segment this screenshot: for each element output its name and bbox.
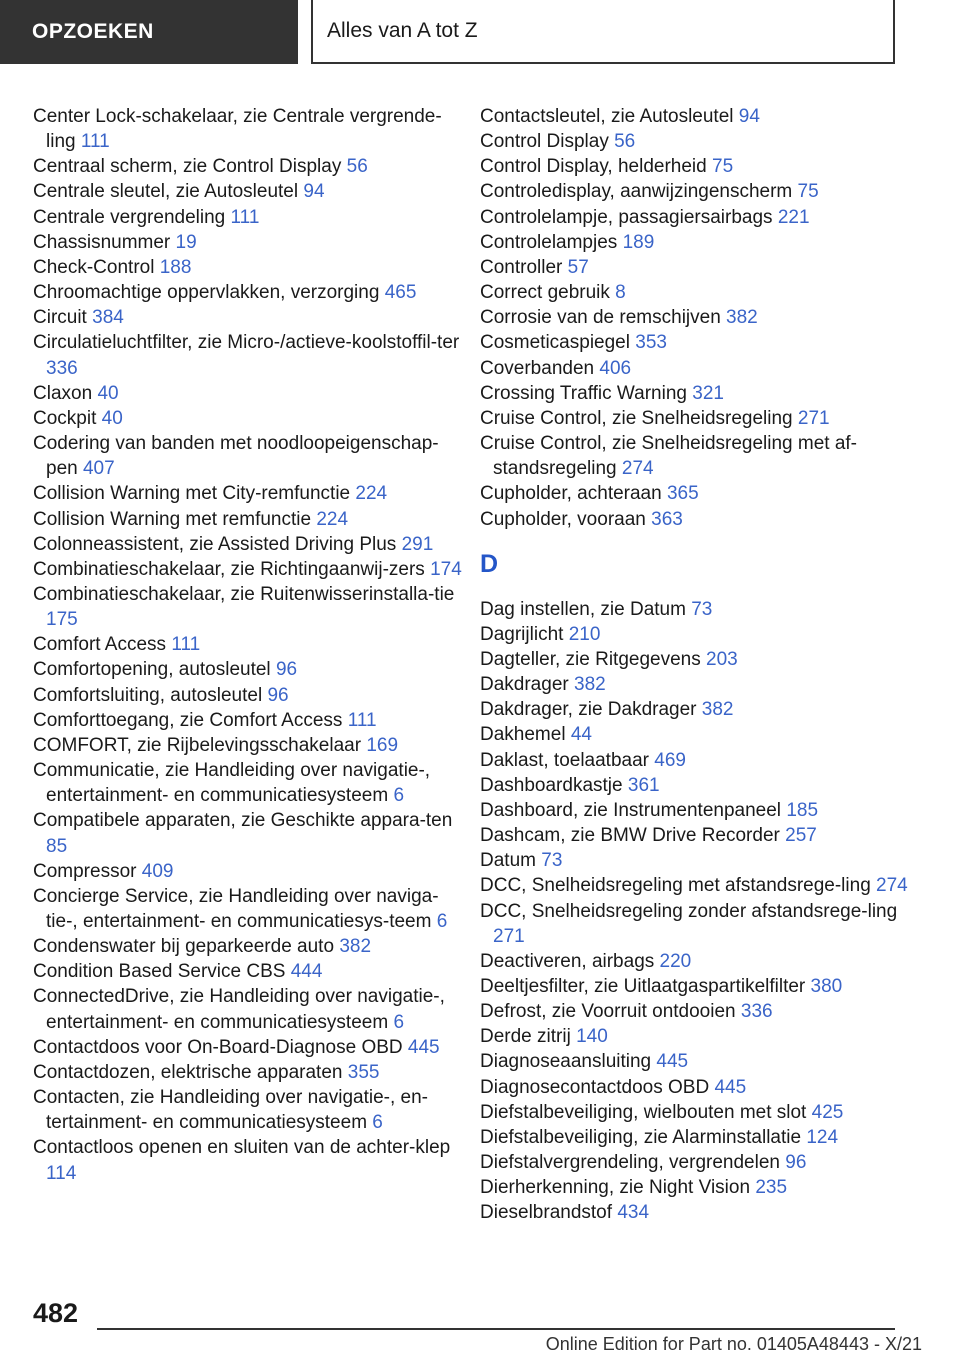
- index-entry: [33, 758, 463, 808]
- index-entry-term: Combinatieschakelaar, zie Ruitenwisserinstalla-tie: [33, 583, 455, 605]
- index-page-link[interactable]: 353: [635, 332, 667, 354]
- index-entry-term: Comfortsluiting, autosleutel: [33, 684, 263, 706]
- index-entry-term: Center Lock-schakelaar, zie Centrale vergrende-ling: [33, 106, 442, 153]
- index-page-link[interactable]: 73: [691, 598, 713, 620]
- index-entry: [33, 808, 463, 858]
- index-entry-term: Controledisplay, aanwijzingenscherm: [480, 181, 793, 203]
- index-entry-term: Cockpit: [33, 407, 97, 429]
- index-entry-term: Codering van banden met noodloopeigenschap-pen: [33, 433, 439, 480]
- index-entry: [33, 632, 463, 657]
- index-entry: [480, 406, 920, 431]
- index-entry: [480, 1049, 920, 1074]
- index-entry: [480, 848, 920, 873]
- index-page-link[interactable]: 469: [654, 749, 686, 771]
- index-page-link[interactable]: 40: [101, 407, 123, 429]
- index-page-link[interactable]: 175: [46, 609, 78, 631]
- index-entry: [33, 431, 463, 481]
- index-group-d: [480, 597, 920, 1226]
- index-entry: [33, 557, 463, 582]
- index-page-link[interactable]: 96: [267, 684, 289, 706]
- index-page-link[interactable]: 409: [141, 860, 174, 882]
- index-entry-term: Dagteller, zie Ritgegevens: [480, 648, 701, 670]
- index-page-link[interactable]: 94: [738, 106, 760, 127]
- index-page-link[interactable]: 6: [436, 911, 448, 932]
- index-entry: [480, 230, 920, 255]
- index-page-link[interactable]: 291: [401, 533, 434, 555]
- index-page-link[interactable]: 124: [806, 1126, 839, 1148]
- index-entry-term: Check-Control: [33, 256, 155, 278]
- index-page-link[interactable]: 382: [701, 699, 734, 721]
- index-entry: [33, 1060, 463, 1085]
- index-page-link[interactable]: 271: [493, 925, 525, 947]
- index-page-link[interactable]: 73: [541, 850, 563, 872]
- index-entry: [480, 1100, 920, 1125]
- index-entry: [33, 532, 463, 557]
- index-page-link[interactable]: 56: [346, 156, 368, 178]
- index-entry-term: Deactiveren, airbags: [480, 950, 655, 972]
- index-entry-term: Crossing Traffic Warning: [480, 382, 687, 404]
- index-entry-term: Collision Warning met City-remfunctie: [33, 483, 351, 505]
- index-entry: [480, 381, 920, 406]
- index-entry-term: Communicatie, zie Handleiding over navigatie-, entertainment- en communicatiesysteem: [33, 760, 431, 807]
- index-entry: [480, 1150, 920, 1175]
- index-entry: [33, 984, 463, 1034]
- index-entry: [33, 708, 463, 733]
- index-entry-term: Dierherkenning, zie Night Vision: [480, 1177, 751, 1199]
- index-entry-term: Contacten, zie Handleiding over navigatie-, en-tertainment- en communicatiesysteem: [33, 1087, 429, 1134]
- index-page-link[interactable]: 271: [797, 407, 830, 429]
- index-entry-term: Diefstalbeveiliging, wielbouten met slot: [480, 1101, 807, 1123]
- index-page-link[interactable]: 85: [46, 835, 68, 857]
- index-page-link[interactable]: 75: [712, 156, 734, 178]
- index-entry-term: Corrosie van de remschijven: [480, 307, 721, 329]
- index-entry: [33, 859, 463, 884]
- index-entry: [480, 597, 920, 622]
- index-entry: [480, 330, 920, 355]
- index-entry-term: Correct gebruik: [480, 282, 610, 304]
- index-entry-term: Centrale vergrendeling: [33, 206, 226, 228]
- index-page-link[interactable]: 434: [617, 1202, 650, 1224]
- index-entry-term: Centraal scherm, zie Control Display: [33, 156, 342, 178]
- index-entry-term: Claxon: [33, 382, 93, 404]
- index-page-link[interactable]: 111: [80, 131, 110, 153]
- index-entry-term: Dakhemel: [480, 724, 566, 746]
- index-entry: [480, 1200, 920, 1225]
- index-entry-term: Contactdozen, elektrische apparaten: [33, 1061, 343, 1083]
- index-entry-term: Dag instellen, zie Datum: [480, 598, 686, 620]
- index-entry-term: COMFORT, zie Rijbelevingsschakelaar: [33, 734, 362, 756]
- index-entry: [480, 949, 920, 974]
- index-entry: [33, 481, 463, 506]
- index-entry: [480, 129, 920, 154]
- index-page-link[interactable]: 257: [785, 825, 817, 847]
- index-entry-term: Deeltjesfilter, zie Uitlaatgaspartikelfilter: [480, 976, 806, 997]
- index-entry: [33, 330, 463, 380]
- index-entry-term: Cupholder, achteraan: [480, 483, 662, 505]
- index-page-link[interactable]: 57: [567, 256, 589, 278]
- index-entry-term: Contactloos openen en sluiten van de achter-klep: [33, 1137, 451, 1159]
- index-entry: [480, 305, 920, 330]
- index-page-link[interactable]: 235: [755, 1177, 788, 1199]
- section-tab: OPZOEKEN: [0, 0, 298, 64]
- index-entry-term: Daklast, toelaatbaar: [480, 749, 649, 771]
- index-page-link[interactable]: 6: [393, 1011, 405, 1033]
- index-page-link[interactable]: 445: [656, 1051, 689, 1073]
- index-page-link[interactable]: 336: [740, 1001, 773, 1023]
- index-entry-term: Dieselbrandstof: [480, 1202, 613, 1224]
- index-entry-term: Circulatieluchtfilter, zie Micro-/actieve-koolstoffil-ter: [33, 332, 460, 354]
- index-page-link[interactable]: 96: [785, 1152, 807, 1174]
- index-page-link[interactable]: 111: [347, 709, 377, 731]
- index-entry: [33, 507, 463, 532]
- index-group-c: [480, 104, 920, 532]
- index-entry-term: Diagnosecontactdoos OBD: [480, 1076, 710, 1098]
- index-entry: [33, 733, 463, 758]
- section-letter-heading: D: [480, 549, 499, 578]
- index-entry: [33, 255, 463, 280]
- index-entry: [480, 899, 920, 949]
- index-page-link[interactable]: 56: [614, 131, 636, 153]
- index-entry-term: Dashboardkastje: [480, 774, 623, 796]
- index-page-link[interactable]: 321: [692, 382, 724, 404]
- index-page-link[interactable]: 365: [666, 483, 699, 505]
- index-entry: [33, 205, 463, 230]
- index-page-link[interactable]: 384: [92, 307, 124, 329]
- index-page-link[interactable]: 114: [46, 1162, 77, 1184]
- index-column-left: [33, 104, 463, 1186]
- index-page-link[interactable]: 382: [726, 307, 758, 329]
- index-entry: [480, 823, 920, 848]
- index-page-link[interactable]: 75: [797, 181, 819, 203]
- index-page-link[interactable]: 355: [347, 1061, 380, 1083]
- index-entry: [480, 356, 920, 381]
- index-page-link[interactable]: 8: [615, 282, 626, 304]
- index-entry-term: Contactsleutel, zie Autosleutel: [480, 106, 734, 127]
- index-entry: [33, 381, 463, 406]
- index-page-link[interactable]: 174: [430, 558, 462, 580]
- index-entry: [33, 154, 463, 179]
- index-entry-term: Controlelampje, passagiersairbags: [480, 206, 773, 228]
- index-page-link[interactable]: 188: [159, 256, 192, 278]
- index-entry-term: Compatibele apparaten, zie Geschikte appara-ten: [33, 810, 453, 832]
- index-page-link[interactable]: 44: [570, 724, 592, 746]
- index-entry: [33, 179, 463, 204]
- index-page-link[interactable]: 94: [303, 181, 325, 203]
- index-entry-term: Collision Warning met remfunctie: [33, 508, 312, 530]
- index-page-link[interactable]: 169: [366, 734, 399, 756]
- index-entry-term: Chroomachtige oppervlakken, verzorging: [33, 282, 380, 304]
- index-entry-term: Diagnoseaansluiting: [480, 1051, 652, 1073]
- index-page-link[interactable]: 220: [659, 950, 692, 972]
- index-entry-term: Contactdoos voor On-Board-Diagnose OBD: [33, 1036, 403, 1058]
- index-entry-term: Diefstalbeveiliging, zie Alarminstallatie: [480, 1126, 802, 1148]
- index-entry: [480, 255, 920, 280]
- index-entry: [480, 1175, 920, 1200]
- index-entry: [480, 873, 920, 898]
- index-entry-term: Colonneassistent, zie Assisted Driving Plus: [33, 533, 397, 555]
- footer-edition-text: Online Edition for Part no. 01405A48443 - X/21: [545, 1334, 922, 1354]
- index-entry: [33, 582, 463, 632]
- index-page-link[interactable]: 274: [876, 875, 908, 897]
- index-entry-term: Concierge Service, zie Handleiding over naviga-tie-, entertainment- en communicatiesys-teem: [33, 885, 439, 932]
- footer-divider: [97, 1328, 895, 1330]
- index-page-link[interactable]: 382: [339, 936, 372, 958]
- index-page-link[interactable]: 111: [230, 206, 260, 228]
- index-entry: [480, 507, 920, 532]
- index-entry: [480, 672, 920, 697]
- index-entry: [33, 1085, 463, 1135]
- index-entry-term: Combinatieschakelaar, zie Richtingaanwij-zers: [33, 558, 425, 580]
- index-entry: [33, 305, 463, 330]
- index-entry-term: Circuit: [33, 307, 87, 329]
- index-entry: [480, 1125, 920, 1150]
- index-page-link[interactable]: 363: [651, 508, 683, 530]
- index-entry: [33, 657, 463, 682]
- index-page-link[interactable]: 221: [777, 206, 810, 228]
- index-entry: [33, 280, 463, 305]
- index-entry-term: Comforttoegang, zie Comfort Access: [33, 709, 343, 731]
- index-entry: [33, 230, 463, 255]
- index-entry: [480, 622, 920, 647]
- index-entry-term: Cruise Control, zie Snelheidsregeling met af-standsregeling: [480, 433, 858, 480]
- index-page-link[interactable]: 6: [372, 1112, 383, 1134]
- index-entry: [480, 773, 920, 798]
- index-page-link[interactable]: 210: [568, 623, 601, 645]
- index-page-link[interactable]: 189: [622, 231, 655, 253]
- index-entry: [480, 748, 920, 773]
- index-entry: [480, 999, 920, 1024]
- index-entry: [480, 205, 920, 230]
- index-page-link[interactable]: 6: [393, 785, 405, 807]
- index-entry-term: Dagrijlicht: [480, 623, 564, 645]
- index-page-link[interactable]: 274: [621, 458, 654, 480]
- index-entry-term: Condenswater bij geparkeerde auto: [33, 936, 335, 958]
- index-page-link[interactable]: 382: [574, 674, 606, 696]
- index-page-link[interactable]: 361: [627, 774, 660, 796]
- index-page-link[interactable]: 19: [175, 231, 197, 253]
- index-entry-term: Control Display: [480, 131, 609, 153]
- index-entry: [480, 154, 920, 179]
- index-page-link[interactable]: 425: [811, 1101, 844, 1123]
- index-entry-term: DCC, Snelheidsregeling met afstandsrege-ling: [480, 875, 871, 897]
- index-page-link[interactable]: 203: [706, 648, 738, 670]
- index-entry: [33, 934, 463, 959]
- index-page-link[interactable]: 96: [275, 659, 298, 681]
- index-entry-term: Dashcam, zie BMW Drive Recorder: [480, 825, 780, 847]
- index-entry: [33, 959, 463, 984]
- index-entry: [33, 683, 463, 708]
- index-entry-term: Dashboard, zie Instrumentenpaneel: [480, 799, 782, 821]
- index-entry-term: Centrale sleutel, zie Autosleutel: [33, 181, 299, 203]
- index-entry-term: Comfort Access: [33, 634, 167, 656]
- index-entry-term: Cosmeticaspiegel: [480, 332, 630, 354]
- index-entry-term: Compressor: [33, 860, 137, 882]
- index-entry-term: Comfortopening, autosleutel: [33, 659, 271, 681]
- index-page-link[interactable]: 336: [46, 357, 78, 379]
- index-entry-term: Dakdrager: [480, 674, 569, 696]
- index-entry: [33, 1135, 463, 1185]
- index-entry-term: DCC, Snelheidsregeling zonder afstandsrege-ling: [480, 900, 898, 922]
- index-page-link[interactable]: 407: [82, 458, 115, 480]
- index-entry-term: Cruise Control, zie Snelheidsregeling: [480, 407, 793, 429]
- page-number: 482: [33, 1298, 79, 1328]
- index-page-link[interactable]: 224: [316, 508, 349, 530]
- index-entry: [480, 179, 920, 204]
- index-entry-term: Controller: [480, 256, 563, 278]
- index-entry-term: Cupholder, vooraan: [480, 508, 646, 530]
- index-entry: [33, 406, 463, 431]
- index-page-link[interactable]: 224: [355, 483, 388, 505]
- index-entry: [480, 722, 920, 747]
- index-entry-term: Condition Based Service CBS: [33, 961, 286, 983]
- index-entry-term: ConnectedDrive, zie Handleiding over navigatie-, entertainment- en communicatiesysteem: [33, 986, 445, 1033]
- index-page-link[interactable]: 445: [714, 1076, 747, 1098]
- index-entry: [480, 647, 920, 672]
- index-page-link[interactable]: 406: [599, 357, 632, 379]
- index-page-link[interactable]: 40: [97, 382, 119, 404]
- index-page-link[interactable]: 380: [810, 976, 843, 997]
- index-page-link[interactable]: 185: [786, 799, 819, 821]
- index-entry: [480, 697, 920, 722]
- index-entry-term: Chassisnummer: [33, 231, 171, 253]
- index-entry: [480, 280, 920, 305]
- index-page-link[interactable]: 444: [290, 961, 323, 983]
- index-entry-term: Controlelampjes: [480, 231, 618, 253]
- index-entry: [480, 104, 920, 129]
- index-entry: [480, 431, 920, 481]
- index-entry-term: Control Display, helderheid: [480, 156, 707, 178]
- index-entry: [480, 798, 920, 823]
- index-page-link[interactable]: 140: [576, 1026, 608, 1048]
- index-column-right: [480, 104, 920, 1226]
- index-entry: [33, 884, 463, 934]
- index-entry: [480, 481, 920, 506]
- index-entry-term: Coverbanden: [480, 357, 595, 379]
- index-entry-term: Dakdrager, zie Dakdrager: [480, 699, 697, 721]
- page-header-title: Alles van A tot Z: [311, 0, 895, 64]
- index-entry-term: Defrost, zie Voorruit ontdooien: [480, 1001, 736, 1023]
- index-entry: [480, 1024, 920, 1049]
- index-entry: [33, 1035, 463, 1060]
- index-entry-term: Derde zitrij: [480, 1026, 571, 1048]
- index-page-link[interactable]: 111: [171, 634, 201, 656]
- index-entry: [33, 104, 463, 154]
- index-page-link[interactable]: 445: [407, 1036, 440, 1058]
- index-entry-term: Diefstalvergrendeling, vergrendelen: [480, 1152, 780, 1174]
- index-page-link[interactable]: 465: [384, 282, 417, 304]
- index-entry-term: Datum: [480, 850, 536, 872]
- index-entry: [480, 974, 920, 999]
- index-entry: [480, 1075, 920, 1100]
